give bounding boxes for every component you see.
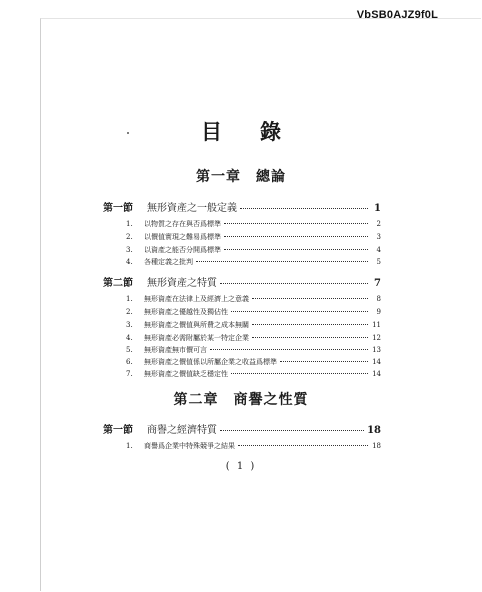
toc-item[interactable]	[126, 257, 381, 267]
item-title: 無形資產必需附屬於某一特定企業	[144, 334, 249, 342]
section-label: 第一節	[103, 203, 133, 214]
dot-leader	[224, 236, 368, 237]
section-page: 7	[374, 278, 381, 289]
toc-item[interactable]	[126, 369, 381, 379]
item-title: 無形資產在法律上及經濟上之意義	[144, 295, 249, 303]
toc-item[interactable]	[126, 245, 381, 255]
item-number: 3.	[126, 246, 133, 254]
item-title: 以資產之能否分開爲標準	[144, 246, 221, 254]
toc-item[interactable]	[126, 307, 381, 317]
dot-leader	[252, 298, 368, 299]
page-number: ( 1 )	[225, 461, 257, 472]
dot-leader	[220, 430, 364, 431]
item-page: 3	[376, 233, 381, 241]
section-label: 第一節	[103, 425, 133, 436]
item-page: 14	[372, 358, 381, 366]
dot-leader	[252, 337, 368, 338]
dot-leader	[240, 208, 368, 209]
dot-leader	[231, 373, 368, 374]
item-page: 2	[376, 220, 381, 228]
toc-item[interactable]	[126, 441, 381, 451]
item-page: 9	[376, 308, 381, 316]
dot-leader	[231, 311, 368, 312]
toc-item[interactable]	[126, 333, 381, 343]
toc-item[interactable]	[126, 294, 381, 304]
document-id: VbSB0AJZ9f0L	[356, 9, 438, 21]
item-number: 2.	[126, 308, 133, 316]
chapter-2-title: 第二章 商譽之性質	[173, 392, 309, 408]
section-2-1[interactable]	[103, 421, 381, 436]
toc-title: 目錄	[201, 119, 319, 144]
item-title: 無形資產之價值係以所屬企業之收益爲標準	[144, 358, 277, 366]
toc-item[interactable]	[126, 232, 381, 242]
section-1-2[interactable]	[103, 274, 381, 289]
item-page: 11	[372, 321, 381, 329]
section-title: 商譽之經濟特質	[147, 425, 217, 436]
dot-leader	[196, 261, 368, 262]
item-title: 無形資產之價值缺乏穩定性	[144, 370, 228, 378]
item-title: 商譽爲企業中特殊競爭之結果	[144, 442, 235, 450]
section-label: 第二節	[103, 278, 133, 289]
item-number: 1.	[126, 295, 133, 303]
section-1-1[interactable]	[103, 199, 381, 214]
item-title: 無形資產之價值與所費之成本無關	[144, 321, 249, 329]
item-page: 12	[372, 334, 381, 342]
item-number: 6.	[126, 358, 133, 366]
item-page: 13	[372, 346, 381, 354]
section-title: 無形資產之一般定義	[147, 203, 237, 214]
item-page: 18	[372, 442, 381, 450]
section-title: 無形資產之特質	[147, 278, 217, 289]
dot-leader	[238, 445, 368, 446]
dot-leader	[224, 223, 368, 224]
item-number: 2.	[126, 233, 133, 241]
item-number: 5.	[126, 346, 133, 354]
toc-item[interactable]	[126, 345, 381, 355]
item-title: 以價值實現之難易爲標準	[144, 233, 221, 241]
toc-item[interactable]	[126, 219, 381, 229]
dot-leader	[220, 283, 368, 284]
item-number: 1.	[126, 442, 133, 450]
chapter-1-title: 第一章 總論	[196, 169, 286, 185]
toc-item[interactable]	[126, 357, 381, 367]
item-page: 5	[376, 258, 381, 266]
item-page: 8	[376, 295, 381, 303]
item-number: 1.	[126, 220, 133, 228]
item-page: 14	[372, 370, 381, 378]
section-page: 18	[367, 425, 381, 436]
toc-item[interactable]	[126, 320, 381, 330]
item-number: 4.	[126, 334, 133, 342]
section-page: 1	[374, 203, 381, 214]
page-border	[40, 18, 481, 591]
dot-leader	[224, 249, 368, 250]
item-number: 3.	[126, 321, 133, 329]
item-title: 無形資產無市價可言	[144, 346, 207, 354]
item-number: 4.	[126, 258, 133, 266]
item-title: 無形資產之優越性及獨佔性	[144, 308, 228, 316]
item-title: 各種定義之批判	[144, 258, 193, 266]
item-page: 4	[376, 246, 381, 254]
item-title: 以物質之存在與否爲標準	[144, 220, 221, 228]
dot-leader	[252, 324, 368, 325]
dot-leader	[280, 361, 368, 362]
item-number: 7.	[126, 370, 133, 378]
dot-leader	[210, 349, 368, 350]
